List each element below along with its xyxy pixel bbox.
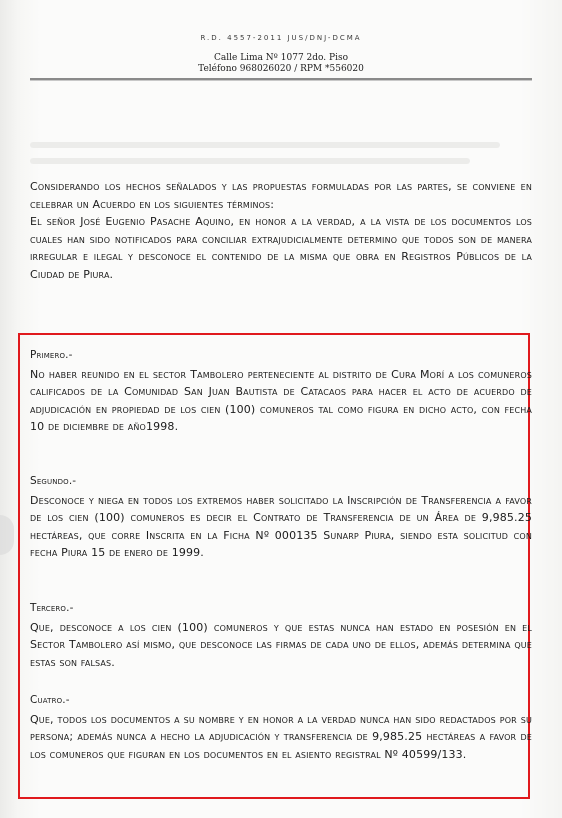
clause-text: Que, todos los documentos a su nombre y en honor a la verdad nunca han sido redactados por su persona; además nunca a hecho la adjudicación y transferencia de 9,985.25 hectáreas a favor de los comuneros que figuran en los documentos en el asiento registral Nº 40599/133.: [30, 712, 532, 761]
intro-paragraph: Considerando los hechos señalados y las propuestas formuladas por las partes, se conviene en celebrar un Acuerdo en los siguientes términos:: [30, 180, 532, 211]
clause-text: Que, desconoce a los cien (100) comuneros y que estas nunca han estado en posesión en el Sector Tambolero así mismo, que desconoce las firmas de cada uno de ellos, además determina que estas son falsas.: [30, 620, 532, 669]
clause-cuatro: [30, 692, 532, 763]
intro-paragraph: El señor José Eugenio Pasache Aquino, en honor a la verdad, a la vista de los documentos los cuales han sido notificados para conciliar extrajudicialmente determino que todos son de manera irregular e ilegal y desconoce el contenido de la misma que obra en Registros Públicos de la Ciudad de Piura.: [30, 215, 532, 281]
resolution-code: R.D. 4557-2011 JUS/DNJ-DCMA: [200, 34, 362, 42]
clause-tercero: [30, 600, 532, 671]
bleed-through-line: [30, 142, 500, 148]
clause-text: No haber reunido en el sector Tambolero perteneciente al distrito de Cura Morí a los comuneros calificados de la Comunidad San Juan Bautista de Catacaos para hacer el acto de acuerdo de adjudicación en propiedad de los cien (100) comuneros tal como figura en dicho acto, con fecha 10 de diciembre de año1998.: [30, 367, 532, 434]
intro-text: [30, 178, 532, 284]
clause-heading: Segundo.-: [30, 475, 77, 487]
address-line: Calle Lima Nº 1077 2do. Piso: [214, 53, 348, 63]
clause-segundo: [30, 473, 532, 562]
clause-heading: Tercero.-: [30, 602, 74, 614]
clause-heading: Primero.-: [30, 349, 73, 361]
header-divider: [30, 78, 532, 81]
clause-heading: Cuatro.-: [30, 694, 70, 706]
phone-line: Teléfono 968026020 / RPM *556020: [198, 64, 364, 74]
stamp-mark: [0, 515, 14, 555]
bleed-through-line: [30, 158, 470, 164]
clause-primero: [30, 347, 532, 436]
clause-text: Desconoce y niega en todos los extremos haber solicitado la Inscripción de Transferencia a favor de los cien (100) comuneros es decir el Contrato de Transferencia de un Área de 9,985.25 hectáreas, que corre Inscrita en la Ficha Nº 000135 Sunarp Piura, siendo esta solicitud con fecha Piura 15 de enero de 1999.: [30, 493, 532, 560]
